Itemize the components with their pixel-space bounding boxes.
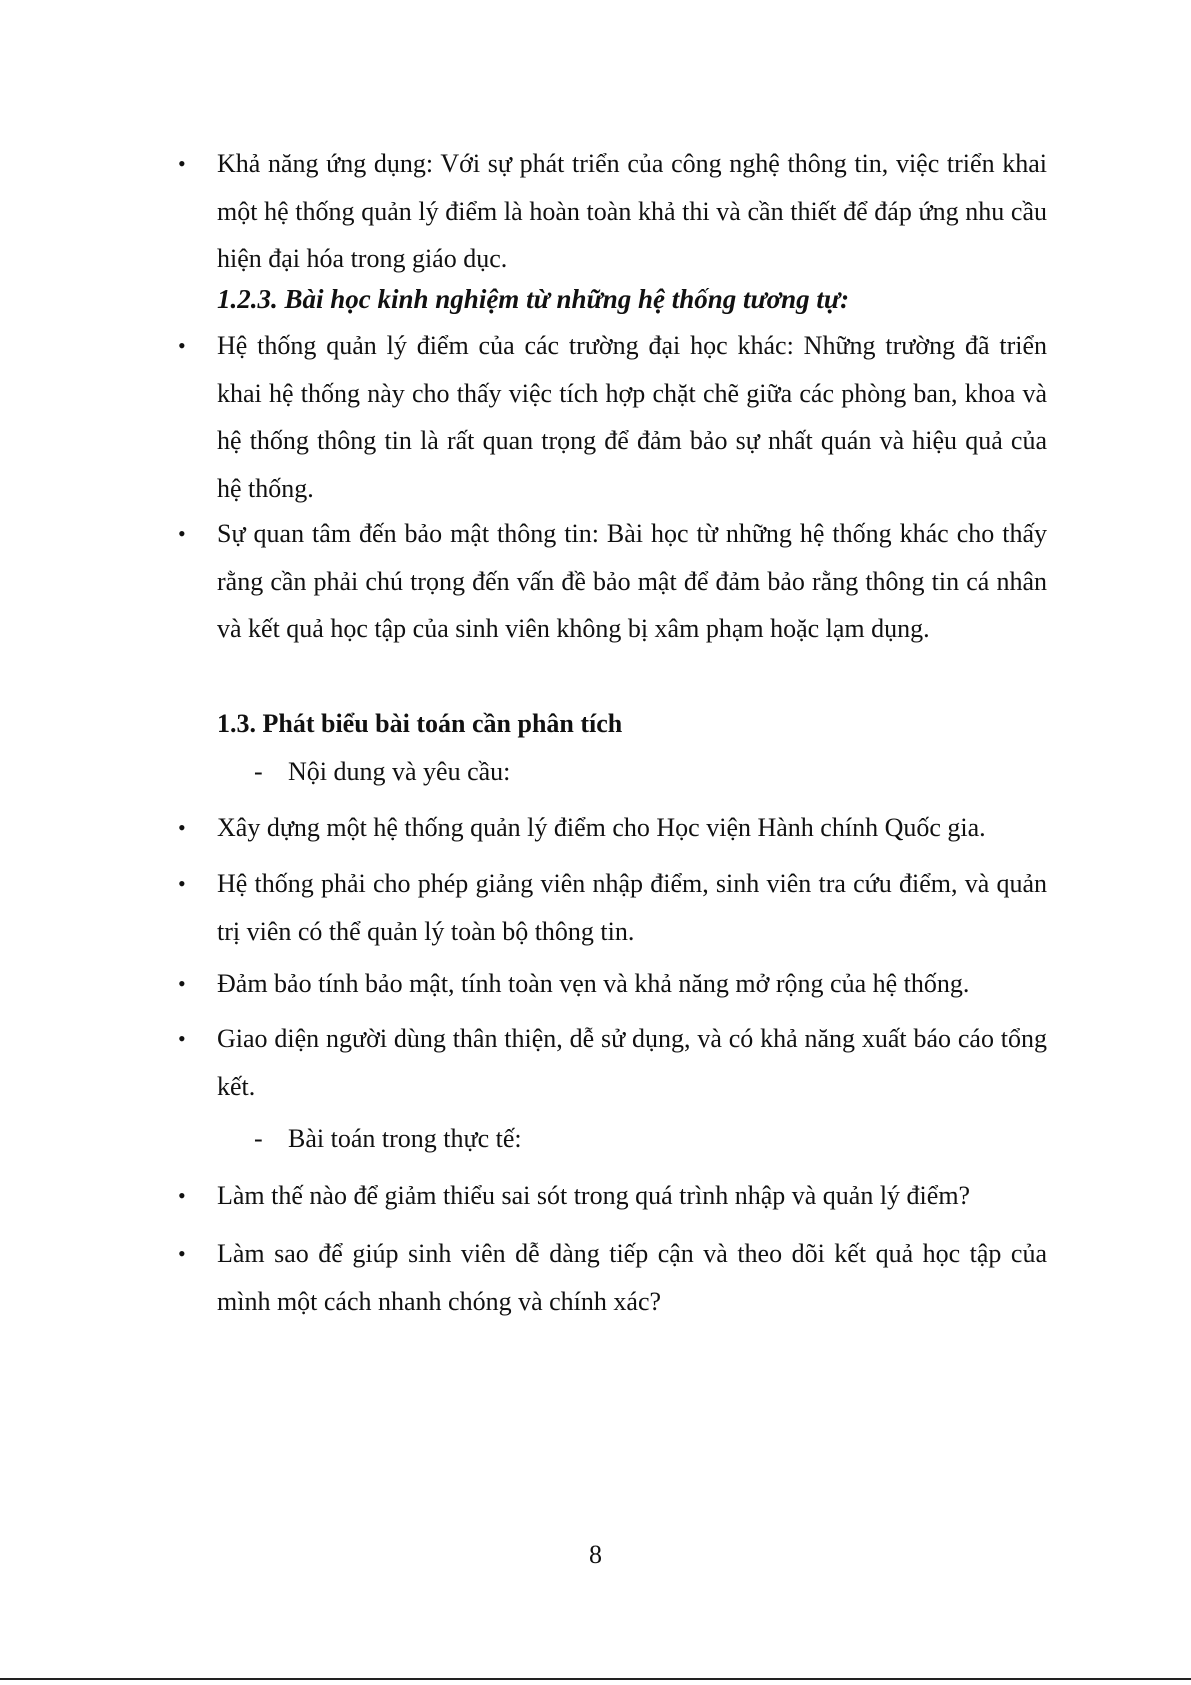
bullet-marker: • [178, 1241, 186, 1266]
section-heading-1-3: 1.3. Phát biểu bài toán cần phân tích [217, 709, 623, 738]
sub-heading-noi-dung: Nội dung và yêu cầu: [288, 757, 511, 786]
bullet-dam-bao: Đảm bảo tính bảo mật, tính toàn vẹn và khả năng mở rộng của hệ thống. [217, 969, 970, 998]
bullet-marker: • [178, 521, 186, 546]
bullet-marker: • [178, 333, 186, 358]
dash-marker: - [254, 757, 263, 786]
bullet-marker: • [178, 1026, 186, 1051]
section-heading-1-2-3: 1.2.3. Bài học kinh nghiệm từ những hệ thống tương tự: [217, 284, 850, 314]
bullet-tiep-can: Làm sao để giúp sinh viên dễ dàng tiếp cận và theo dõi kết quả học tập của mình một cách nhanh chóng và chính xác? [217, 1239, 1047, 1316]
bullet-marker: • [178, 871, 186, 896]
bullet-marker: • [178, 815, 186, 840]
sub-heading-bai-toan: Bài toán trong thực tế: [288, 1124, 522, 1153]
bullet-xay-dung: Xây dựng một hệ thống quản lý điểm cho Học viện Hành chính Quốc gia. [217, 813, 986, 842]
bullet-truong-dai-hoc: Hệ thống quản lý điểm của các trường đại học khác: Những trường đã triển khai hệ thống này cho thấy việc tích hợp chặt chẽ giữa các phòng ban, khoa và hệ thống thông tin là rất quan trọng để đảm bảo sự nhất quán và hiệu quả của hệ thống. [217, 331, 1047, 503]
bullet-giam-sai-sot: Làm thế nào để giảm thiểu sai sót trong quá trình nhập và quản lý điểm? [217, 1181, 971, 1210]
bullet-marker: • [178, 971, 186, 996]
bullet-giao-dien: Giao diện người dùng thân thiện, dễ sử dụng, và có khả năng xuất báo cáo tổng kết. [217, 1024, 1047, 1101]
bullet-marker: • [178, 151, 186, 176]
bullet-marker: • [178, 1183, 186, 1208]
dash-marker: - [254, 1124, 263, 1153]
bullet-chuc-nang: Hệ thống phải cho phép giảng viên nhập điểm, sinh viên tra cứu điểm, và quản trị viên có thể quản lý toàn bộ thông tin. [217, 869, 1047, 946]
bullet-bao-mat: Sự quan tâm đến bảo mật thông tin: Bài học từ những hệ thống khác cho thấy rằng cần phải chú trọng đến vấn đề bảo mật để đảm bảo rằng thông tin cá nhân và kết quả học tập của sinh viên không bị xâm phạm hoặc lạm dụng. [217, 519, 1047, 643]
page-number: 8 [589, 1540, 602, 1569]
bullet-ung-dung: Khả năng ứng dụng: Với sự phát triển của công nghệ thông tin, việc triển khai một hệ thống quản lý điểm là hoàn toàn khả thi và cần thiết để đáp ứng nhu cầu hiện đại hóa trong giáo dục. [217, 149, 1047, 273]
bottom-divider [0, 1678, 1191, 1680]
